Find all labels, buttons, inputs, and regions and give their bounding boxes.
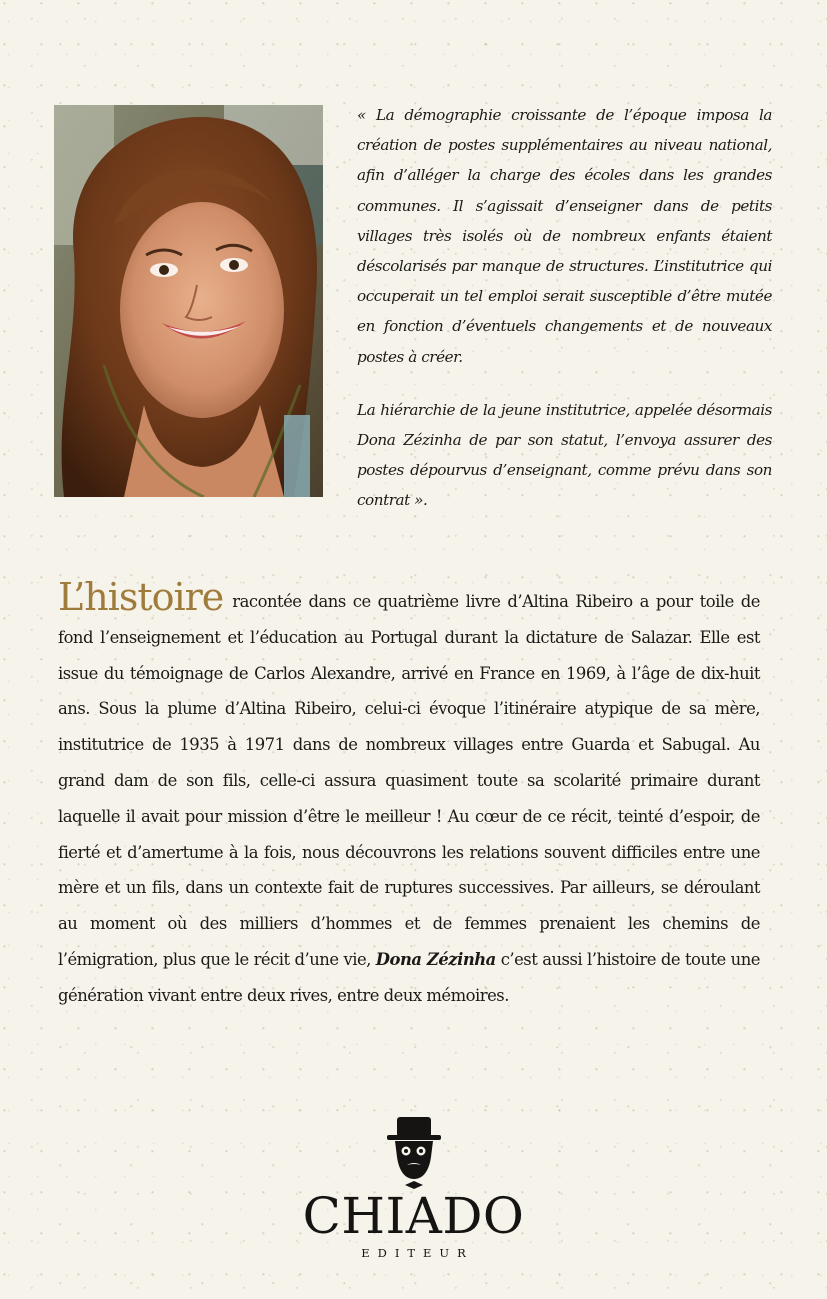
publisher-name: CHIADO — [302, 1187, 525, 1245]
publisher-logo-icon — [383, 1113, 445, 1193]
book-summary — [58, 575, 760, 1014]
excerpt-quote — [357, 100, 772, 516]
summary-paragraph — [58, 575, 760, 1014]
publisher-subtitle: EDITEUR — [361, 1246, 474, 1260]
quote-paragraph-2: La hiérarchie de la jeune institutrice, appelée désormais Dona Zézinha de par son statut, l’envoya assurer des postes dépourvus d’enseignant, comme prévu dans son contrat ». — [357, 400, 772, 510]
author-photo — [54, 105, 323, 497]
book-title: Dona Zézinha — [375, 949, 496, 969]
quote-paragraph-1: « La démographie croissante de l’époque imposa la création de postes supplémentaires au niveau national, afin d’alléger la charge des écoles dans les grandes communes. Il s’agissait d’enseigner dans de petits villages très isolés où de nombreux enfants étaient déscolarisés par manque de structures. L’institutrice qui occuperait un tel emploi serait susceptible d’être mutée en fonction d’éventuels changements et de nouveaux postes à créer. — [357, 106, 772, 366]
author-portrait-illustration — [54, 105, 323, 497]
summary-text-part-2: c’est aussi l’histoire de toute une génération vivant entre deux rives, entre deux mémoires. — [58, 949, 760, 1005]
summary-text-part-1: racontée dans ce quatrième livre d’Altina Ribeiro a pour toile de fond l’enseignement et l’éducation au Portugal durant la dictature de Salazar. Elle est issue du témoignage de Carlos Alexandre, arrivé en France en 1969, à l’âge de dix-huit ans. Sous la plume d’Altina Ribeiro, celui-ci évoque l’itinéraire atypique de sa mère, institutrice de 1935 à 1971 dans de nombreux villages entre Guarda et Sabugal. Au grand dam de son fils, celle-ci assura quasiment toute sa scolarité primaire durant laquelle il avait pour mission d’être le meilleur ! Au cœur de ce récit, teinté d’espoir, de fierté et d’amertume à la fois, nous découvrons les relations souvent difficiles entre une mère et un fils, dans un contexte fait de ruptures successives. Par ailleurs, se déroulant au moment où des milliers d’hommes et de femmes prenaient les chemins de l’émigration, plus que le récit d’une vie, — [58, 592, 760, 969]
summary-lead-word: L’histoire — [58, 575, 224, 619]
